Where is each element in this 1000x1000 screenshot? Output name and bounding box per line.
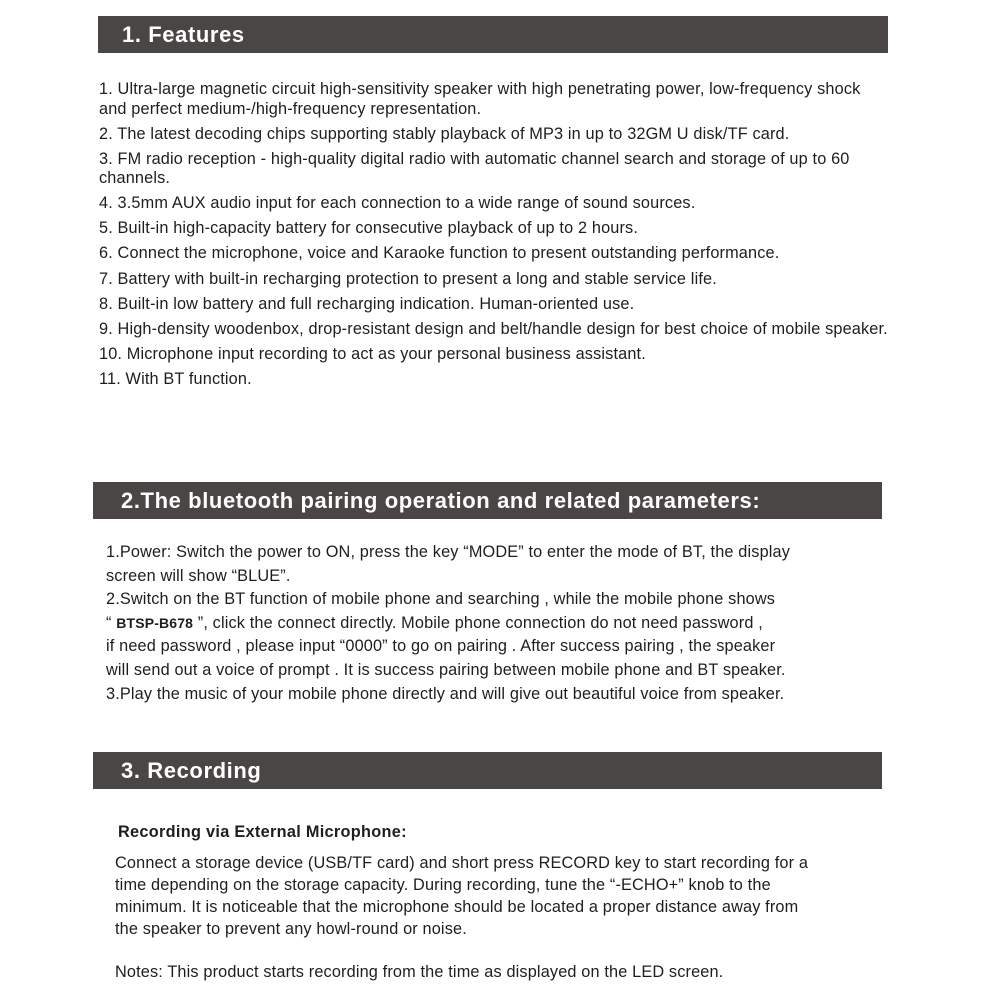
bt-line: 3.Play the music of your mobile phone directly and will give out beautiful voice from speaker. <box>106 684 785 703</box>
recording-title: 3. Recording <box>121 757 262 783</box>
recording-subtitle: Recording via External Microphone: <box>118 823 407 841</box>
recording-line: minimum. It is noticeable that the microphone should be located a proper distance away from <box>115 898 799 916</box>
feature-item: 5. Built-in high-capacity battery for consecutive playback of up to 2 hours. <box>99 219 639 238</box>
bt-line: will send out a voice of prompt . It is success pairing between mobile phone and BT speaker. <box>106 660 786 679</box>
recording-header <box>93 752 882 789</box>
feature-item: 11. With BT function. <box>99 369 252 388</box>
recording-line: time depending on the storage capacity. During recording, tune the “-ECHO+” knob to the <box>115 876 771 894</box>
bluetooth-title: 2.The bluetooth pairing operation and related parameters: <box>121 487 761 513</box>
recording-notes: Notes: This product starts recording from the time as displayed on the LED screen. <box>115 963 724 981</box>
recording-line: Connect a storage device (USB/TF card) and short press RECORD key to start recording for a <box>115 854 809 872</box>
bt-line: screen will show “BLUE”. <box>106 566 291 585</box>
device-model-name: BTSP-B678 <box>116 614 194 631</box>
features-list <box>99 80 889 395</box>
feature-item: 7. Battery with built-in recharging protection to present a long and stable service life. <box>99 269 717 288</box>
bt-line: 1.Power: Switch the power to ON, press the key “MODE” to enter the mode of BT, the display <box>106 543 791 561</box>
bt-line: 2.Switch on the BT function of mobile phone and searching , while the mobile phone shows <box>106 590 776 609</box>
bluetooth-header <box>93 482 882 519</box>
quote-open: “ <box>106 613 117 632</box>
feature-item: 3. FM radio reception - high-quality digital radio with automatic channel search and storage of up to 60 channels. <box>99 149 850 188</box>
recording-body <box>115 852 915 940</box>
features-header <box>98 16 888 53</box>
bt-line-text: ”, click the connect directly. Mobile phone connection do not need password , <box>193 613 763 632</box>
feature-item: 8. Built-in low battery and full recharging indication. Human-oriented use. <box>99 294 635 313</box>
features-title: 1. Features <box>122 21 245 47</box>
feature-item: 6. Connect the microphone, voice and Karaoke function to present outstanding performance. <box>99 244 780 263</box>
feature-item: 9. High-density woodenbox, drop-resistant design and belt/handle design for best choice of mobile speaker. <box>99 319 888 338</box>
feature-item: 2. The latest decoding chips supporting stably playback of MP3 in up to 32GM U disk/TF card. <box>99 124 790 143</box>
feature-item: 10. Microphone input recording to act as your personal business assistant. <box>99 344 646 363</box>
bluetooth-instructions <box>106 541 906 706</box>
feature-item: 4. 3.5mm AUX audio input for each connection to a wide range of sound sources. <box>99 194 696 213</box>
recording-line: the speaker to prevent any howl-round or noise. <box>115 920 467 938</box>
bt-line-model <box>106 612 906 636</box>
feature-item: 1. Ultra-large magnetic circuit high-sensitivity speaker with high penetrating power, low-frequency shock and perfect medium-/high-frequency representation. <box>99 80 861 118</box>
bt-line: if need password , please input “0000” to go on pairing . After success pairing , the speaker <box>106 637 776 656</box>
